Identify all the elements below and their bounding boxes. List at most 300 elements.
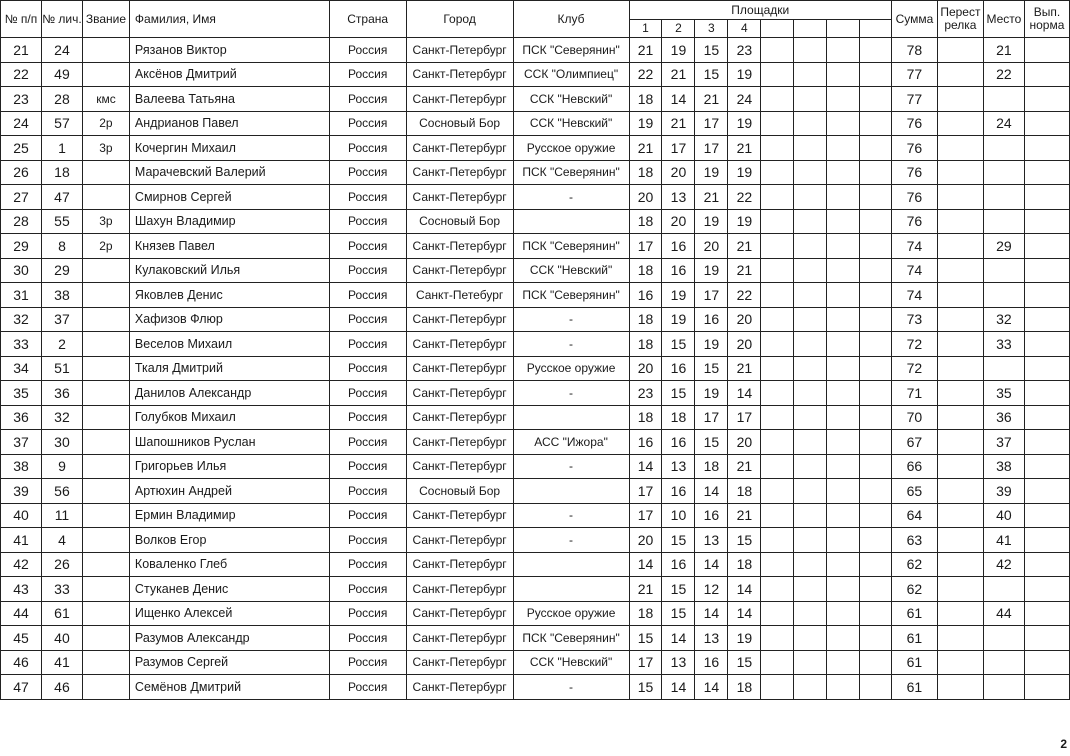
cell-score-1: 17 (629, 503, 662, 528)
cell-lic: 41 (41, 650, 82, 675)
cell-country: Россия (329, 209, 406, 234)
cell-rank (82, 577, 129, 602)
cell-score-3: 19 (695, 209, 728, 234)
cell-club: ПСК "Северянин" (513, 283, 629, 308)
cell-np: 41 (1, 528, 42, 553)
cell-country: Россия (329, 503, 406, 528)
cell-np: 32 (1, 307, 42, 332)
cell-name: Ермин Владимир (129, 503, 329, 528)
cell-score-6 (794, 405, 827, 430)
cell-score-4: 21 (728, 234, 761, 259)
cell-score-8 (860, 160, 892, 185)
cell-score-7 (827, 136, 860, 161)
cell-score-7 (827, 332, 860, 357)
cell-score-3: 14 (695, 552, 728, 577)
cell-score-6 (794, 454, 827, 479)
cell-score-1: 20 (629, 356, 662, 381)
cell-score-1: 16 (629, 283, 662, 308)
cell-score-5 (761, 87, 794, 112)
table-row (1, 430, 1070, 455)
cell-score-7 (827, 62, 860, 87)
cell-city: Санкт-Петербург (406, 185, 513, 210)
header-club: Клуб (513, 1, 629, 38)
cell-score-1: 18 (629, 160, 662, 185)
cell-score-4: 24 (728, 87, 761, 112)
cell-score-6 (794, 626, 827, 651)
cell-score-6 (794, 552, 827, 577)
cell-club: - (513, 381, 629, 406)
cell-np: 47 (1, 675, 42, 700)
cell-score-5 (761, 601, 794, 626)
cell-score-4: 21 (728, 136, 761, 161)
cell-lic: 61 (41, 601, 82, 626)
cell-city: Сосновый Бор (406, 479, 513, 504)
cell-name: Семёнов Дмитрий (129, 675, 329, 700)
cell-score-8 (860, 626, 892, 651)
cell-np: 34 (1, 356, 42, 381)
header-area-2: 2 (662, 20, 695, 38)
cell-score-7 (827, 307, 860, 332)
cell-city: Санкт-Петербург (406, 528, 513, 553)
cell-lic: 8 (41, 234, 82, 259)
cell-score-8 (860, 356, 892, 381)
table-row (1, 38, 1070, 63)
cell-shootoff (937, 38, 983, 63)
table-row (1, 479, 1070, 504)
cell-score-5 (761, 528, 794, 553)
cell-score-6 (794, 381, 827, 406)
cell-score-2: 21 (662, 111, 695, 136)
cell-lic: 51 (41, 356, 82, 381)
cell-country: Россия (329, 479, 406, 504)
cell-rank (82, 528, 129, 553)
cell-score-8 (860, 503, 892, 528)
cell-country: Россия (329, 38, 406, 63)
cell-sum: 74 (891, 258, 937, 283)
cell-rank (82, 356, 129, 381)
cell-score-8 (860, 479, 892, 504)
cell-norm (1024, 552, 1069, 577)
cell-club (513, 479, 629, 504)
cell-score-1: 18 (629, 405, 662, 430)
cell-city: Санкт-Петербург (406, 454, 513, 479)
cell-score-8 (860, 577, 892, 602)
header-shootoff: Перест релка (937, 1, 983, 38)
cell-rank (82, 160, 129, 185)
cell-score-3: 17 (695, 283, 728, 308)
cell-place: 33 (983, 332, 1024, 357)
cell-score-6 (794, 62, 827, 87)
cell-shootoff (937, 258, 983, 283)
cell-place (983, 626, 1024, 651)
cell-score-5 (761, 552, 794, 577)
cell-club: ССК "Невский" (513, 111, 629, 136)
cell-shootoff (937, 503, 983, 528)
cell-score-8 (860, 234, 892, 259)
cell-score-6 (794, 283, 827, 308)
cell-score-8 (860, 258, 892, 283)
cell-score-7 (827, 160, 860, 185)
cell-norm (1024, 601, 1069, 626)
cell-score-7 (827, 234, 860, 259)
cell-sum: 63 (891, 528, 937, 553)
cell-shootoff (937, 160, 983, 185)
cell-score-7 (827, 626, 860, 651)
cell-score-3: 15 (695, 356, 728, 381)
cell-score-4: 21 (728, 503, 761, 528)
header-country: Страна (329, 1, 406, 38)
cell-norm (1024, 258, 1069, 283)
table-row (1, 552, 1070, 577)
cell-rank (82, 650, 129, 675)
cell-rank (82, 381, 129, 406)
cell-city: Санкт-Петербург (406, 552, 513, 577)
cell-lic: 9 (41, 454, 82, 479)
cell-name: Шапошников Руслан (129, 430, 329, 455)
cell-score-6 (794, 87, 827, 112)
cell-score-8 (860, 454, 892, 479)
cell-city: Санкт-Петебург (406, 283, 513, 308)
cell-name: Разумов Александр (129, 626, 329, 651)
cell-score-7 (827, 650, 860, 675)
cell-score-4: 20 (728, 332, 761, 357)
cell-score-8 (860, 675, 892, 700)
cell-score-7 (827, 405, 860, 430)
cell-score-2: 16 (662, 552, 695, 577)
table-row (1, 528, 1070, 553)
cell-place (983, 87, 1024, 112)
cell-shootoff (937, 675, 983, 700)
cell-city: Сосновый Бор (406, 209, 513, 234)
cell-score-2: 15 (662, 601, 695, 626)
cell-score-3: 14 (695, 479, 728, 504)
cell-score-2: 16 (662, 479, 695, 504)
cell-score-3: 17 (695, 405, 728, 430)
cell-score-4: 17 (728, 405, 761, 430)
cell-shootoff (937, 209, 983, 234)
cell-score-3: 21 (695, 87, 728, 112)
cell-city: Санкт-Петербург (406, 577, 513, 602)
cell-score-1: 20 (629, 528, 662, 553)
cell-place: 35 (983, 381, 1024, 406)
cell-score-4: 18 (728, 675, 761, 700)
cell-score-5 (761, 185, 794, 210)
cell-rank (82, 38, 129, 63)
cell-score-8 (860, 209, 892, 234)
cell-city: Санкт-Петербург (406, 234, 513, 259)
header-city: Город (406, 1, 513, 38)
cell-city: Санкт-Петербург (406, 356, 513, 381)
cell-country: Россия (329, 356, 406, 381)
cell-score-6 (794, 258, 827, 283)
table-row (1, 209, 1070, 234)
cell-score-4: 19 (728, 209, 761, 234)
table-row (1, 62, 1070, 87)
cell-shootoff (937, 454, 983, 479)
cell-score-1: 22 (629, 62, 662, 87)
cell-rank: 2р (82, 234, 129, 259)
cell-sum: 77 (891, 87, 937, 112)
cell-norm (1024, 332, 1069, 357)
cell-score-2: 17 (662, 136, 695, 161)
cell-country: Россия (329, 601, 406, 626)
cell-norm (1024, 160, 1069, 185)
table-row (1, 307, 1070, 332)
cell-score-8 (860, 430, 892, 455)
cell-score-2: 16 (662, 234, 695, 259)
cell-city: Санкт-Петербург (406, 160, 513, 185)
cell-score-4: 15 (728, 650, 761, 675)
cell-club: - (513, 454, 629, 479)
cell-np: 35 (1, 381, 42, 406)
table-row (1, 87, 1070, 112)
table-row (1, 283, 1070, 308)
cell-sum: 72 (891, 332, 937, 357)
cell-lic: 33 (41, 577, 82, 602)
cell-place (983, 258, 1024, 283)
header-area-1: 1 (629, 20, 662, 38)
cell-np: 39 (1, 479, 42, 504)
cell-score-2: 14 (662, 87, 695, 112)
cell-rank (82, 307, 129, 332)
cell-norm (1024, 87, 1069, 112)
cell-place: 44 (983, 601, 1024, 626)
cell-score-7 (827, 454, 860, 479)
cell-score-4: 18 (728, 479, 761, 504)
cell-score-5 (761, 503, 794, 528)
cell-rank (82, 552, 129, 577)
cell-rank (82, 258, 129, 283)
cell-country: Россия (329, 528, 406, 553)
cell-club (513, 209, 629, 234)
cell-score-4: 22 (728, 283, 761, 308)
cell-name: Валеева Татьяна (129, 87, 329, 112)
cell-score-5 (761, 38, 794, 63)
cell-score-4: 22 (728, 185, 761, 210)
cell-np: 43 (1, 577, 42, 602)
cell-score-3: 15 (695, 430, 728, 455)
cell-rank (82, 405, 129, 430)
cell-lic: 29 (41, 258, 82, 283)
cell-np: 29 (1, 234, 42, 259)
cell-score-6 (794, 38, 827, 63)
cell-score-2: 20 (662, 160, 695, 185)
cell-score-6 (794, 160, 827, 185)
cell-score-1: 18 (629, 258, 662, 283)
cell-lic: 57 (41, 111, 82, 136)
cell-score-6 (794, 479, 827, 504)
cell-score-5 (761, 62, 794, 87)
cell-place (983, 185, 1024, 210)
table-row (1, 405, 1070, 430)
header-sum: Сумма (891, 1, 937, 38)
cell-score-7 (827, 185, 860, 210)
cell-shootoff (937, 185, 983, 210)
cell-shootoff (937, 626, 983, 651)
cell-np: 25 (1, 136, 42, 161)
cell-score-7 (827, 528, 860, 553)
table-row (1, 136, 1070, 161)
cell-score-3: 21 (695, 185, 728, 210)
cell-np: 38 (1, 454, 42, 479)
cell-score-6 (794, 430, 827, 455)
cell-score-1: 14 (629, 454, 662, 479)
cell-score-3: 14 (695, 675, 728, 700)
cell-score-5 (761, 258, 794, 283)
header-area-8 (860, 20, 892, 38)
cell-club: Русское оружие (513, 601, 629, 626)
cell-score-5 (761, 332, 794, 357)
table-body (1, 38, 1070, 700)
cell-place (983, 675, 1024, 700)
cell-city: Санкт-Петербург (406, 258, 513, 283)
cell-name: Аксёнов Дмитрий (129, 62, 329, 87)
cell-score-3: 13 (695, 626, 728, 651)
table-row (1, 577, 1070, 602)
table-row (1, 454, 1070, 479)
table-row (1, 503, 1070, 528)
cell-score-2: 14 (662, 626, 695, 651)
cell-sum: 76 (891, 136, 937, 161)
cell-score-3: 20 (695, 234, 728, 259)
cell-city: Санкт-Петербург (406, 430, 513, 455)
cell-place: 37 (983, 430, 1024, 455)
cell-club: Русское оружие (513, 356, 629, 381)
cell-np: 40 (1, 503, 42, 528)
cell-score-4: 20 (728, 307, 761, 332)
cell-country: Россия (329, 405, 406, 430)
cell-score-4: 23 (728, 38, 761, 63)
cell-sum: 62 (891, 552, 937, 577)
cell-lic: 2 (41, 332, 82, 357)
cell-norm (1024, 136, 1069, 161)
cell-city: Санкт-Петербург (406, 332, 513, 357)
cell-score-7 (827, 430, 860, 455)
cell-score-3: 19 (695, 381, 728, 406)
cell-score-1: 18 (629, 332, 662, 357)
cell-place (983, 356, 1024, 381)
cell-score-6 (794, 675, 827, 700)
header-area-5 (761, 20, 794, 38)
cell-lic: 40 (41, 626, 82, 651)
cell-score-8 (860, 552, 892, 577)
cell-score-3: 18 (695, 454, 728, 479)
cell-score-1: 21 (629, 38, 662, 63)
cell-rank (82, 62, 129, 87)
cell-np: 31 (1, 283, 42, 308)
cell-rank: 3р (82, 136, 129, 161)
cell-score-3: 15 (695, 62, 728, 87)
cell-name: Шахун Владимир (129, 209, 329, 234)
cell-shootoff (937, 332, 983, 357)
cell-sum: 72 (891, 356, 937, 381)
table-row (1, 650, 1070, 675)
cell-shootoff (937, 381, 983, 406)
cell-score-1: 14 (629, 552, 662, 577)
cell-score-2: 20 (662, 209, 695, 234)
cell-score-7 (827, 552, 860, 577)
header-area-3: 3 (695, 20, 728, 38)
cell-score-5 (761, 454, 794, 479)
cell-score-2: 15 (662, 381, 695, 406)
cell-shootoff (937, 479, 983, 504)
cell-sum: 64 (891, 503, 937, 528)
cell-club: ПСК "Северянин" (513, 38, 629, 63)
cell-name: Кулаковский Илья (129, 258, 329, 283)
cell-norm (1024, 185, 1069, 210)
cell-np: 42 (1, 552, 42, 577)
cell-score-3: 15 (695, 38, 728, 63)
cell-shootoff (937, 87, 983, 112)
cell-score-1: 18 (629, 307, 662, 332)
cell-sum: 61 (891, 675, 937, 700)
cell-lic: 49 (41, 62, 82, 87)
cell-sum: 76 (891, 209, 937, 234)
cell-score-4: 21 (728, 356, 761, 381)
cell-score-4: 20 (728, 430, 761, 455)
cell-country: Россия (329, 87, 406, 112)
cell-score-5 (761, 577, 794, 602)
cell-score-7 (827, 38, 860, 63)
cell-score-1: 19 (629, 111, 662, 136)
cell-score-2: 14 (662, 675, 695, 700)
cell-country: Россия (329, 111, 406, 136)
cell-score-8 (860, 332, 892, 357)
cell-country: Россия (329, 552, 406, 577)
cell-score-1: 18 (629, 601, 662, 626)
cell-country: Россия (329, 577, 406, 602)
cell-np: 30 (1, 258, 42, 283)
cell-score-5 (761, 234, 794, 259)
cell-rank: 3р (82, 209, 129, 234)
header-area-4: 4 (728, 20, 761, 38)
cell-lic: 38 (41, 283, 82, 308)
cell-place (983, 136, 1024, 161)
cell-score-7 (827, 381, 860, 406)
header-norm: Вып. норма (1024, 1, 1069, 38)
cell-score-2: 15 (662, 577, 695, 602)
cell-score-3: 16 (695, 650, 728, 675)
cell-city: Санкт-Петербург (406, 405, 513, 430)
cell-score-8 (860, 136, 892, 161)
cell-score-7 (827, 675, 860, 700)
cell-np: 33 (1, 332, 42, 357)
cell-score-8 (860, 62, 892, 87)
cell-score-1: 20 (629, 185, 662, 210)
cell-place: 42 (983, 552, 1024, 577)
cell-score-6 (794, 307, 827, 332)
cell-sum: 74 (891, 234, 937, 259)
cell-name: Марачевский Валерий (129, 160, 329, 185)
cell-score-6 (794, 601, 827, 626)
cell-np: 22 (1, 62, 42, 87)
cell-sum: 71 (891, 381, 937, 406)
cell-city: Санкт-Петербург (406, 503, 513, 528)
cell-name: Голубков Михаил (129, 405, 329, 430)
cell-score-4: 14 (728, 577, 761, 602)
cell-shootoff (937, 307, 983, 332)
cell-rank (82, 503, 129, 528)
cell-name: Хафизов Флюр (129, 307, 329, 332)
cell-place: 36 (983, 405, 1024, 430)
cell-score-2: 19 (662, 38, 695, 63)
table-header (1, 1, 1070, 38)
cell-club: ПСК "Северянин" (513, 160, 629, 185)
cell-country: Россия (329, 430, 406, 455)
cell-club: - (513, 185, 629, 210)
cell-place (983, 160, 1024, 185)
cell-place: 32 (983, 307, 1024, 332)
